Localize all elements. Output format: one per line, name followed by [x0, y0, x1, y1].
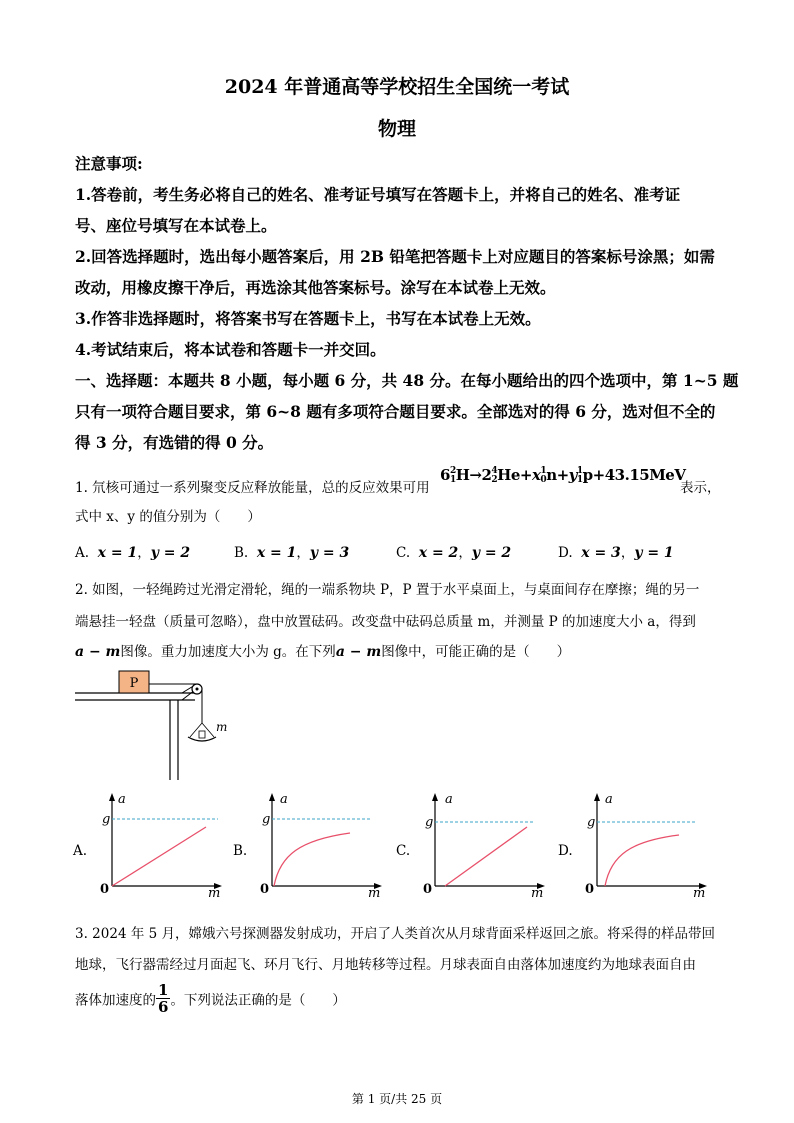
notice-line: 号、座位号填写在本试卷上。 [75, 216, 277, 235]
notice-line: 改动，用橡皮擦干净后，再选涂其他答案标号。涂写在本试卷上无效。 [75, 278, 556, 297]
graph-c-curve [445, 827, 527, 886]
section-instructions: 得 3 分，有选错的得 0 分。 [75, 433, 274, 452]
svg-text:0: 0 [423, 882, 433, 897]
q1-option-c[interactable]: C. x = 2，y = 2 [396, 545, 512, 561]
svg-text:0: 0 [260, 882, 270, 897]
graph-d-curve [605, 835, 679, 886]
fraction-one-sixth: $\frac{1}{6}$ [158, 981, 169, 1016]
graph-d-label[interactable]: D. [558, 843, 573, 859]
notice-line: 1.答卷前，考生务必将自己的姓名、准考证号填写在答题卡上，并将自己的姓名、准考证 [75, 185, 681, 204]
exam-title: 2024 年普通高等学校招生全国统一考试 [224, 76, 570, 98]
q1-option-d[interactable]: D. x = 3，y = 1 [558, 545, 674, 561]
q1-question: 式中 x、y 的值分别为（ ） [75, 509, 261, 525]
svg-text:0: 0 [100, 882, 110, 897]
q2-stem-line: a − m图像。重力加速度大小为 g。在下列a − m图像中，可能正确的是（ ） [75, 644, 571, 660]
page-footer: 第 1 页/共 25 页 [351, 1092, 443, 1106]
q3-stem-line: 落体加速度的 $\frac{1}{6}$ 。下列说法正确的是（ ） [75, 981, 346, 1016]
notice-line: 4.考试结束后，将本试卷和答题卡一并交回。 [75, 340, 386, 359]
svg-text:a: a [605, 792, 613, 807]
q2-stem-line: 2. 如图，一轻绳跨过光滑定滑轮，绳的一端系物块 P，P 置于水平桌面上，与桌面间存在摩擦；绳的另一 [75, 582, 700, 598]
pulley-apparatus-figure [70, 665, 240, 785]
svg-text:a: a [445, 792, 453, 807]
svg-text:0: 0 [585, 882, 595, 897]
q1-equation: 6 2 1 H→2 4 2 He+x 1 0 n+y 1 1 p+43.15MeV [440, 466, 686, 485]
svg-text:g: g [102, 812, 111, 827]
notice-line: 2.回答选择题时，选出每小题答案后，用 2B 铅笔把答题卡上对应题目的答案标号涂黑；如需 [75, 247, 715, 266]
graph-c [413, 785, 553, 900]
svg-text:g: g [262, 812, 271, 827]
exam-subject: 物理 [377, 118, 416, 140]
mass-label: m [216, 720, 228, 734]
svg-text:m: m [693, 886, 706, 900]
q3-stem-line: 3. 2024 年 5 月，嫦娥六号探测器发射成功，开启了人类首次从月球背面采样返回之旅。将采得的样品带回 [75, 926, 715, 942]
block-p-label: P [129, 676, 139, 691]
svg-text:a: a [118, 792, 126, 807]
q1-option-b[interactable]: B. x = 1，y = 3 [234, 545, 350, 561]
graph-b-label[interactable]: B. [233, 843, 248, 859]
q1-stem: 1. 氘核可通过一系列聚变反应释放能量，总的反应效果可用 [75, 480, 430, 496]
q3-stem-line: 地球，飞行器需经过月面起飞、环月飞行、月地转移等过程。月球表面自由落体加速度约为地球表面自由 [75, 957, 696, 973]
svg-text:a: a [280, 792, 288, 807]
graph-b-curve [274, 833, 350, 886]
graph-c-label[interactable]: C. [396, 843, 411, 859]
graph-d [575, 785, 715, 900]
graph-b [250, 785, 390, 900]
section-instructions: 只有一项符合题目要求，第 6~8 题有多项符合题目要求。全部选对的得 6 分，选对但不全的 [75, 402, 716, 421]
graph-a-curve [112, 827, 206, 886]
svg-text:m: m [531, 886, 544, 900]
section-instructions: 一、选择题：本题共 8 小题，每小题 6 分，共 48 分。在每小题给出的四个选项中，第 1~5 题 [75, 371, 739, 390]
svg-text:m: m [368, 886, 381, 900]
q1-option-a[interactable]: A. x = 1，y = 2 [75, 545, 191, 561]
graph-a [90, 785, 230, 900]
svg-text:g: g [587, 815, 596, 830]
weight [199, 731, 205, 738]
q2-stem-line: 端悬挂一轻盘（质量可忽略），盘中放置砝码。改变盘中砝码总质量 m，并测量 P 的加速度大小 a，得到 [75, 614, 696, 630]
graph-a-label[interactable]: A. [73, 843, 88, 859]
q1-stem-end: 表示， [680, 480, 721, 496]
svg-text:m: m [208, 886, 221, 900]
notice-line: 3.作答非选择题时，将答案书写在答题卡上，书写在本试卷上无效。 [75, 309, 541, 328]
notice-heading: 注意事项: [75, 154, 143, 173]
svg-text:g: g [425, 815, 434, 830]
